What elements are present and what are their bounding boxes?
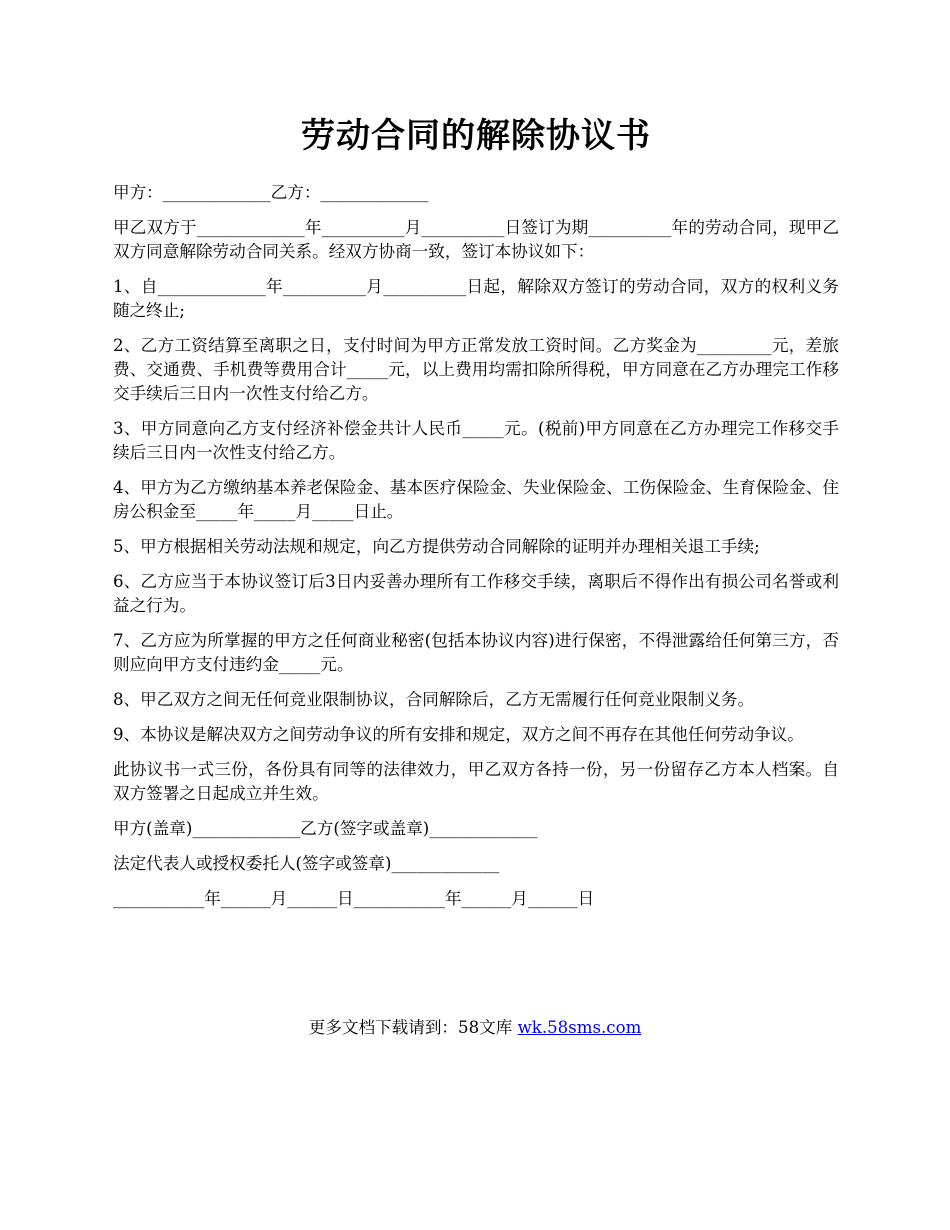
document-title: 劳动合同的解除协议书 xyxy=(301,116,651,156)
closing-paragraph: 此协议书一式三份，各份具有同等的法律效力，甲乙双方各持一份，另一份留存乙方本人档案。自双方签署之日起成立并生效。 xyxy=(113,760,839,803)
clause-4: 4、甲方为乙方缴纳基本养老保险金、基本医疗保险金、失业保险金、工伤保险金、生育保险金、住房公积金至_____年_____月_____日止。 xyxy=(113,478,839,521)
clause-6: 6、乙方应当于本协议签订后3日内妥善办理所有工作移交手续，离职后不得作出有损公司名誉或利益之行为。 xyxy=(113,572,839,615)
intro-paragraph: 甲乙双方于_____________年__________月__________日签订为期__________年的劳动合同，现甲乙双方同意解除劳动合同关系。经双方协商一致，签订本协议如下： xyxy=(113,218,839,261)
clause-8: 8、甲乙双方之间无任何竞业限制协议，合同解除后，乙方无需履行任何竞业限制义务。 xyxy=(113,690,755,709)
clause-5: 5、甲方根据相关劳动法规和规定，向乙方提供劳动合同解除的证明并办理相关退工手续; xyxy=(113,537,760,556)
clause-1: 1、自_____________年__________月__________日起，解除双方签订的劳动合同，双方的权利义务随之终止; xyxy=(113,277,839,320)
clause-9: 9、本协议是解决双方之间劳动争议的所有安排和规定，双方之间不再存在其他任何劳动争议。 xyxy=(113,725,804,744)
footer-prefix: 更多文档下载请到：58文库 xyxy=(308,1018,518,1037)
document-page xyxy=(113,0,839,911)
clause-7: 7、乙方应为所掌握的甲方之任何商业秘密(包括本协议内容)进行保密，不得泄露给任何第三方，否则应向甲方支付违约金_____元。 xyxy=(113,631,839,674)
party-line: 甲方：_____________乙方：_____________ xyxy=(113,183,429,202)
representative-line: 法定代表人或授权委托人(签字或签章)_____________ xyxy=(113,854,500,873)
footer-link[interactable]: wk.58sms.com xyxy=(517,1018,642,1037)
clause-2: 2、乙方工资结算至离职之日，支付时间为甲方正常发放工资时间。乙方奖金为_________元，差旅费、交通费、手机费等费用合计_____元，以上费用均需扣除所得税，甲方同意在乙方办理完工作移交手续后三日内一次性支付给乙方。 xyxy=(113,336,839,403)
clause-3: 3、甲方同意向乙方支付经济补偿金共计人民币_____元。(税前)甲方同意在乙方办理完工作移交手续后三日内一次性支付给乙方。 xyxy=(113,419,839,462)
page-footer xyxy=(0,1016,950,1040)
signature-line: 甲方(盖章)_____________乙方(签字或盖章)_____________ xyxy=(113,819,538,838)
date-line: ___________年______月______日___________年______月______日 xyxy=(113,889,595,908)
